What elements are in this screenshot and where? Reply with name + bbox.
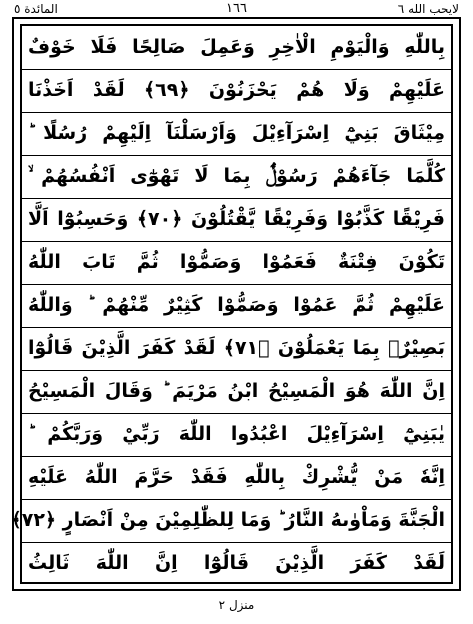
- manzil-footer: منزل ٢: [218, 598, 255, 612]
- page-number: ١٦٦: [226, 1, 247, 16]
- text-line: كُلَّمَا جَآءَهُمْ رَسُوْلٌۢ بِمَا لَا تَهْوٰٓى اَنْفُسُهُمْ ۙ: [28, 165, 445, 187]
- text-line: عَلَيْهِمْ وَلَا هُمْ يَحْزَنُوْنَ ﴿٦٩﴾ لَقَدْ اَخَذْنَا: [28, 79, 445, 101]
- text-line: لَقَدْ كَفَرَ الَّذِيْنَ قَالُوْٓا اِنَّ اللّٰهَ ثَالِثُ: [28, 552, 445, 574]
- text-line: تَكُوْنَ فِتْنَةٌ فَعَمُوْا وَصَمُّوْا ثُمَّ تَابَ اللّٰهُ: [28, 251, 445, 273]
- text-line: مِيْثَاقَ بَنِيْٓ اِسْرَآءِيْلَ وَاَرْسَلْنَآ اِلَيْهِمْ رُسُلًا ؕ: [28, 122, 445, 144]
- text-line: يٰبَنِيْٓ اِسْرَآءِيْلَ اعْبُدُوا اللّٰهَ رَبِّيْ وَرَبَّكُمْ ؕ: [28, 423, 445, 445]
- text-line: اِنَّ اللّٰهَ هُوَ الْمَسِيْحُ ابْنُ مَرْيَمَ ؕ وَقَالَ الْمَسِيْحُ: [28, 380, 445, 402]
- text-line: فَرِيْقًا كَذَّبُوْا وَفَرِيْقًا يَّقْتُلُوْنَ ﴿٧٠﴾ وَحَسِبُوْٓا اَلَّا: [28, 208, 445, 230]
- surah-name-header: المائدة ٥: [14, 2, 58, 16]
- text-line: عَلَيْهِمْ ثُمَّ عَمُوْا وَصَمُّوْا كَثِيْرٌ مِّنْهُمْ ؕ وَاللّٰهُ: [28, 294, 445, 316]
- text-line: اِنَّهٗ مَنْ يُّشْرِكْ بِاللّٰهِ فَقَدْ حَرَّمَ اللّٰهُ عَلَيْهِ: [28, 466, 445, 488]
- text-line: بِاللّٰهِ وَالْيَوْمِ الْاٰخِرِ وَعَمِلَ صَالِحًا فَلَا خَوْفٌ: [28, 36, 445, 58]
- juz-name-header: لايحب الله ٦: [397, 2, 459, 16]
- text-line: بَصِيْرٌۢ بِمَا يَعْمَلُوْنَ ﴿٧١﴾ لَقَدْ كَفَرَ الَّذِيْنَ قَالُوْٓا: [28, 337, 445, 359]
- text-line: الْجَنَّةَ وَمَاْوٰىهُ النَّارُ ؕ وَمَا لِلظّٰلِمِيْنَ مِنْ اَنْصَارٍ ﴿٧٢﴾: [10, 509, 445, 531]
